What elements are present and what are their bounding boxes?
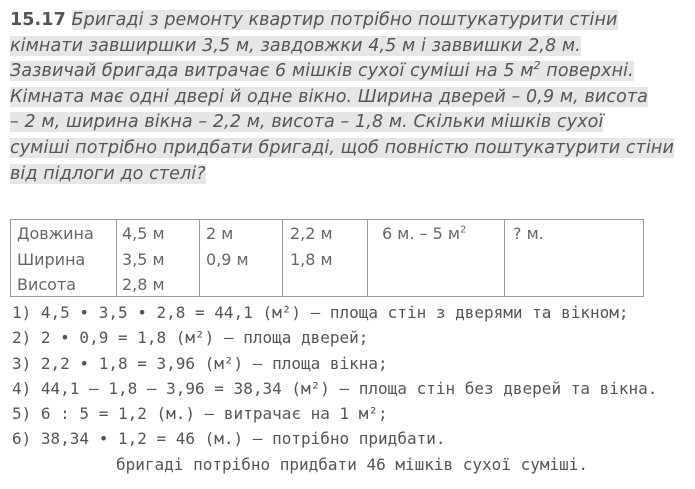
label-width: Ширина [17,250,86,269]
solution-step: 1) 4,5 • 3,5 • 2,8 = 44,1 (м²) – площа стін з дверями та вікном; [12,303,629,322]
solution-step: 4) 44,1 – 1,8 – 3,96 = 38,34 (м²) – площа стін без дверей та вікна. [12,378,658,398]
data-table [10,219,644,297]
problem-statement [10,8,690,187]
label-height: Висота [17,275,77,294]
solution [12,300,692,477]
room-length: 4,5 м [122,224,165,243]
solution-step: 5) 6 : 5 = 1,2 (м.) – витрачає на 1 м²; [12,404,388,424]
problem-line-7: від підлоги до стелі? [10,163,206,184]
table-divider [199,220,200,296]
problem-line-5: – 2 м, ширина вікна – 2,2 м, висота – 1,8 м. Скільки мішків сухої [10,112,604,133]
table-divider [504,220,505,296]
problem-line-4: Кімната має одні двері й одне вікно. Ширина дверей – 0,9 м, висота [10,86,649,107]
problem-line-3: Зазвичай бригада витрачає 6 мішків сухої суміші на 5 $м^2$ поверхні. [10,59,634,82]
solution-step: 3) 2,2 • 1,8 = 3,96 (м²) – площа вікна; [12,353,388,373]
problem-line-6: суміші потрібно придбати бригаді, щоб повністю поштукатурити стіни [10,137,674,158]
problem-line-1: 15.17 Бригаді з ремонту квартир потрібно поштукатурити стіни [10,10,618,30]
solution-step: 2) 2 • 0,9 = 1,8 (м²) – площа дверей; [12,328,369,348]
table-divider [367,220,368,296]
door-width: 0,9 м [206,250,249,269]
problem-number: 15.17 [10,10,66,30]
unknown-quantity: ? м. [513,224,544,243]
label-length: Довжина [17,224,94,243]
window-width: 2,2 м [290,224,333,243]
window-height: 1,8 м [290,250,333,269]
final-answer: бригаді потрібно придбати 46 мішків сухої суміші. [116,454,589,474]
consumption-rate: 6 м. – 5 $м^2$ [382,224,467,243]
problem-line-2: кімнати завширшки 3,5 м, завдовжки 4,5 м і заввишки 2,8 м. [10,35,581,56]
room-width: 3,5 м [122,250,165,269]
table-divider [282,220,283,296]
table-divider [116,220,117,296]
solution-step: 6) 38,34 • 1,2 = 46 (м.) – потрібно придбати. [12,429,446,449]
room-height: 2,8 м [122,275,165,294]
door-height: 2 м [206,224,234,243]
